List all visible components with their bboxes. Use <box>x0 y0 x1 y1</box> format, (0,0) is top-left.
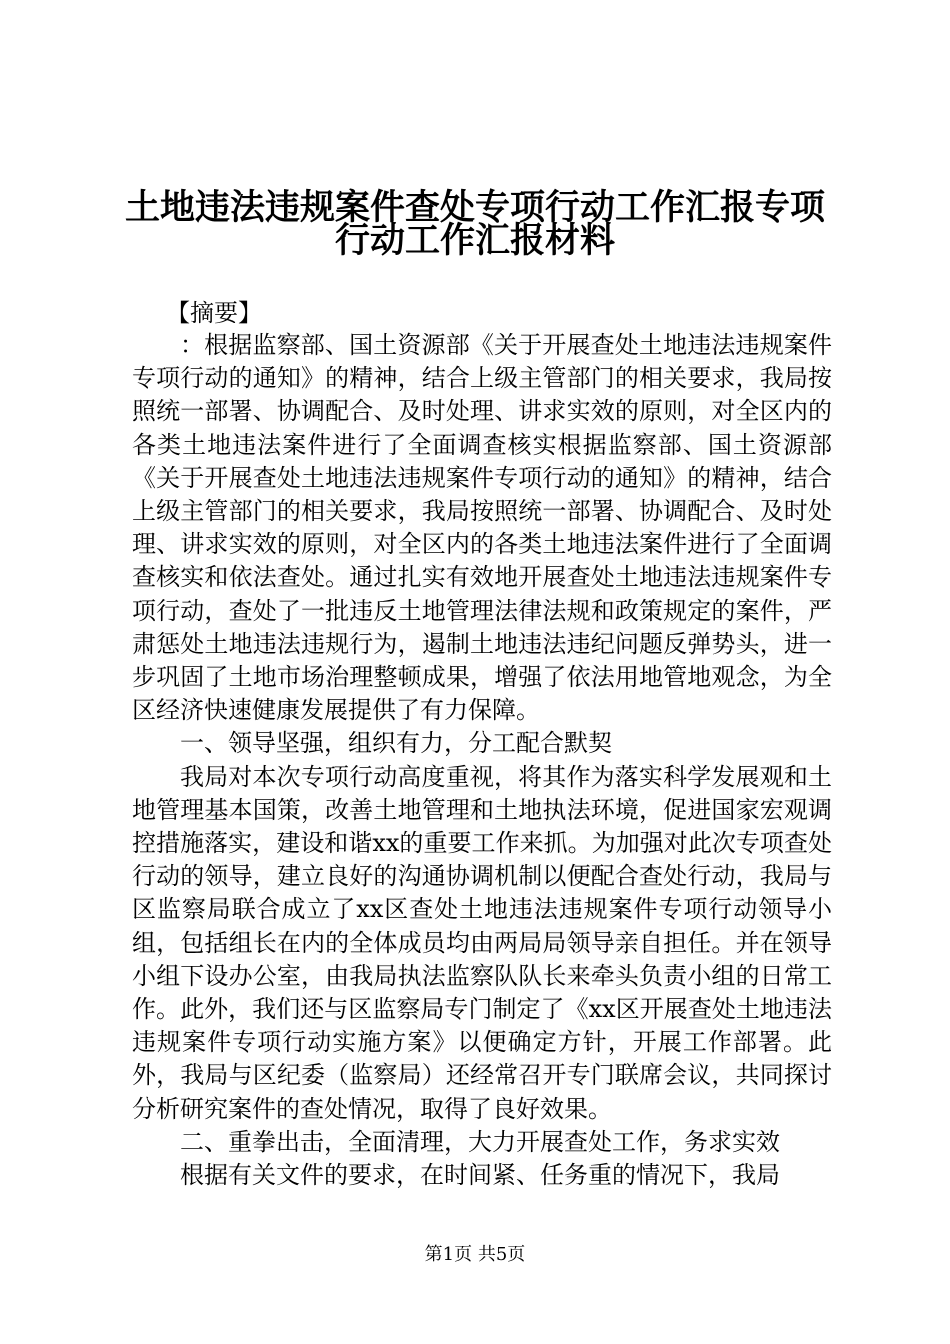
document-title-line-2: 行动工作汇报材料 <box>334 221 615 261</box>
abstract-paragraph: ：根据监察部、国土资源部《关于开展查处土地违法违规案件专项行动的通知》的精神，结合上级主管部门的相关要求，我局按照统一部署、协调配合、及时处理、讲求实效的原则，对全区内的各类土地违法案件进行了全面调查核实根据监察部、国土资源部《关于开展查处土地违法违规案件专项行动的通知》的精神，结合上级主管部门的相关要求，我局按照统一部署、协调配合、及时处理、讲求实效的原则，对全区内的各类土地违法案件进行了全面调查核实和依法查处。通过扎实有效地开展查处土地违法违规案件专项行动，查处了一批违反土地管理法律法规和政策规定的案件，严肃惩处土地违法违规行为，遏制土地违法违纪问题反弹势头，进一步巩固了土地市场治理整顿成果，增强了依法用地管地观念，为全区经济快速健康发展提供了有力保障。 <box>132 331 832 725</box>
section-2-paragraph: 根据有关文件的要求，在时间紧、任务重的情况下，我局 <box>180 1161 780 1190</box>
abstract-label: 【摘要】 <box>166 299 262 327</box>
section-2-heading: 二、重拳出击，全面清理，大力开展查处工作，务求实效 <box>180 1127 780 1156</box>
section-1-paragraph: 我局对本次专项行动高度重视，将其作为落实科学发展观和土地管理基本国策，改善土地管理和土地执法环境，促进国家宏观调控措施落实，建设和谐xx的重要工作来抓。为加强对此次专项查处行动的领导，建立良好的沟通协调机制以便配合查处行动，我局与区监察局联合成立了xx区查处土地违法违规案件专项行动领导小组，包括组长在内的全体成员均由两局局领导亲自担任。并在领导小组下设办公室，由我局执法监察队队长来牵头负责小组的日常工作。此外，我们还与区监察局专门制定了《xx区开展查处土地违法违规案件专项行动实施方案》以便确定方针，开展工作部署。此外，我局与区纪委（监察局）还经常召开专门联席会议，共同探讨分析研究案件的查处情况，取得了良好效果。 <box>132 762 832 1123</box>
section-1-heading: 一、领导坚强，组织有力，分工配合默契 <box>180 729 612 758</box>
document-title-line-1: 土地违法违规案件查处专项行动工作汇报专项 <box>124 188 825 228</box>
document-body <box>132 329 832 1192</box>
page-footer: 第1页 共5页 <box>424 1244 526 1265</box>
